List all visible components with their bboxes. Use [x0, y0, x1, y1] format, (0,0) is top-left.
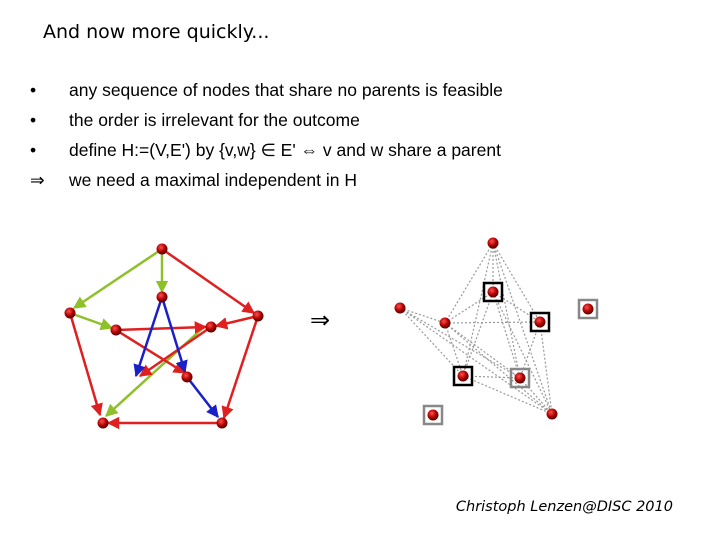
footer-credit: Christoph Lenzen@DISC 2010	[455, 499, 673, 515]
bullet-text: we need a maximal independent in H	[69, 170, 357, 190]
graph-node	[253, 311, 264, 322]
dashed-edge	[445, 292, 493, 323]
graph-node	[182, 372, 193, 383]
directed-graph	[65, 244, 264, 429]
bullet-text: the order is irrelevant for the outcome	[69, 110, 360, 130]
bullet-text: define H:=(V,E') by {v,w} ∈ E' ⇔ v and w share a parent	[69, 140, 501, 160]
h-node	[583, 304, 594, 315]
green-edge	[74, 249, 162, 308]
graph-node	[65, 308, 76, 319]
dashed-edge	[400, 308, 552, 414]
graph-node	[217, 418, 228, 429]
h-node	[547, 409, 558, 420]
dashed-edge	[445, 323, 520, 378]
h-node	[488, 238, 499, 249]
green-edge	[106, 326, 205, 416]
red-edge	[70, 313, 100, 415]
slide-title: And now more quickly...	[43, 21, 270, 43]
dashed-edge	[463, 243, 493, 376]
implies-symbol: ⇒	[310, 306, 331, 334]
h-node	[458, 371, 469, 382]
graph-node	[157, 244, 168, 255]
red-edge	[162, 249, 254, 313]
blue-edge	[187, 377, 218, 417]
h-node	[488, 287, 499, 298]
bullet-marker: •	[30, 140, 37, 160]
h-node	[440, 318, 451, 329]
dashed-edge	[463, 292, 493, 376]
dashed-edge	[540, 322, 552, 414]
h-node	[515, 373, 526, 384]
h-node	[535, 317, 546, 328]
graph-node	[111, 325, 122, 336]
bullet-marker: •	[30, 80, 37, 100]
graph-node	[206, 322, 217, 333]
dashed-edge	[520, 378, 552, 414]
graph-node	[157, 292, 168, 303]
dashed-edge	[493, 292, 552, 414]
dashed-edge	[463, 376, 552, 414]
red-edge	[116, 327, 206, 330]
red-edge	[216, 316, 258, 326]
conclusion-marker: ⇒	[30, 170, 45, 190]
h-node	[395, 303, 406, 314]
graph-node	[98, 418, 109, 429]
h-node	[428, 410, 439, 421]
conflict-graph	[395, 238, 598, 425]
dashed-edge	[445, 322, 540, 323]
bullet-text: any sequence of nodes that share no parents is feasible	[69, 80, 503, 100]
dashed-edge	[493, 243, 520, 378]
red-edge	[224, 316, 258, 418]
bullet-marker: •	[30, 110, 37, 130]
green-edge	[70, 313, 112, 328]
